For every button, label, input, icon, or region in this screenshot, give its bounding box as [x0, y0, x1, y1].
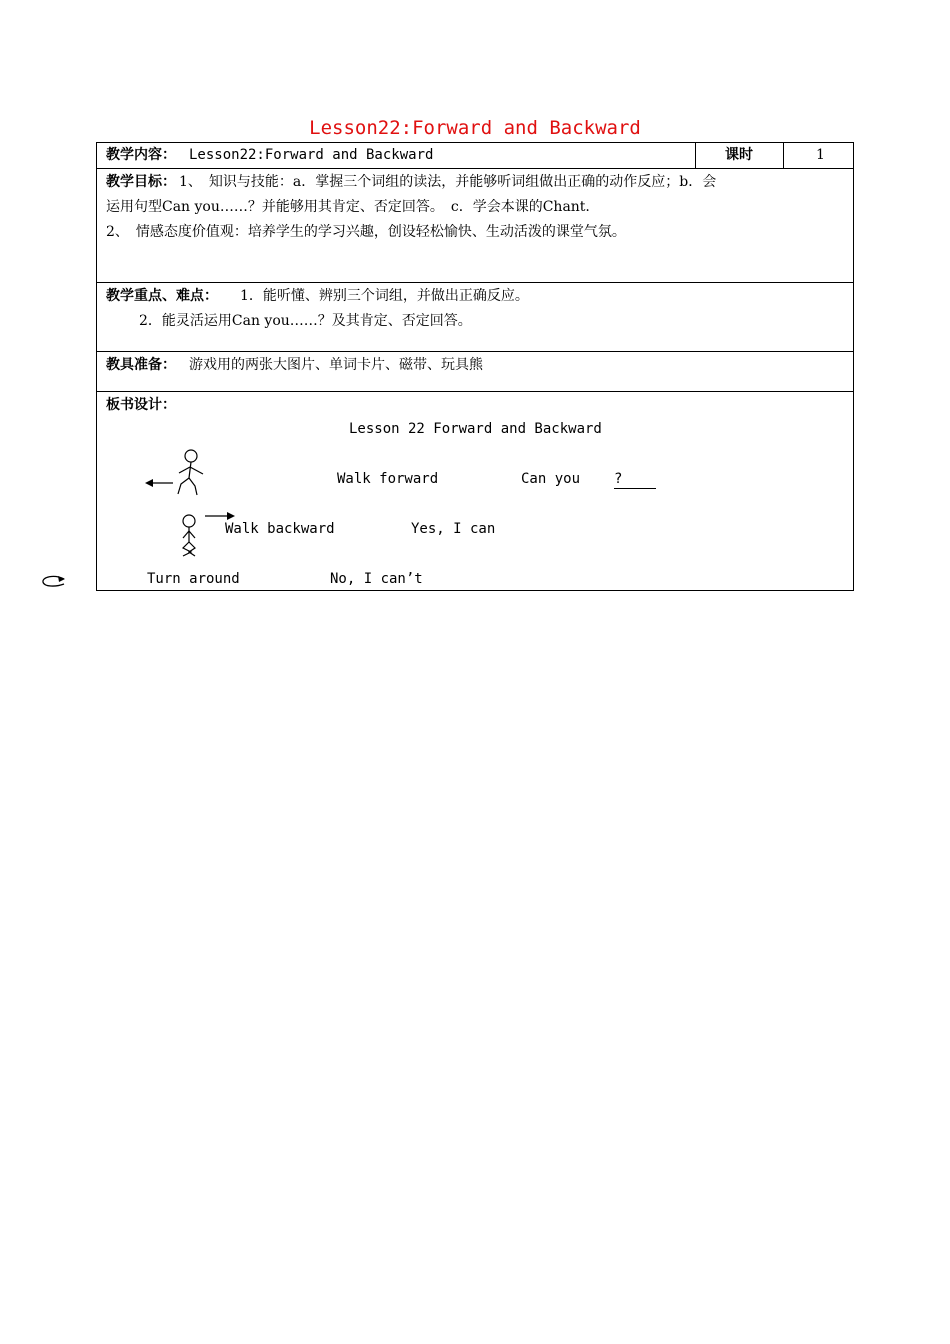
period-label: 课时 [725, 147, 753, 163]
phrase-walk-backward: Walk backward [225, 521, 335, 537]
question-mark-blank [614, 471, 656, 489]
phrase-turn-around: Turn around [147, 571, 240, 587]
materials-value: 游戏用的两张大图片、单词卡片、磁带、玩具熊 [189, 357, 483, 373]
content-value: Lesson22:Forward and Backward [189, 147, 434, 163]
answer-no: No, I can’t [330, 571, 423, 587]
content-label: 教学内容： [106, 147, 176, 163]
period-value: 1 [816, 147, 825, 163]
board-label: 板书设计： [106, 397, 176, 413]
board-design-row [97, 392, 853, 590]
walk-forward-figure-icon [145, 448, 215, 498]
objectives-row [97, 169, 853, 283]
key-points-row [97, 283, 853, 352]
key-points-label: 教学重点、难点： [106, 288, 218, 304]
answer-yes: Yes, I can [411, 521, 496, 537]
divider [783, 143, 784, 169]
lesson-plan-table [96, 142, 854, 591]
header-row [97, 143, 853, 169]
key-points-line-2: 2．能灵活运用Can you……？及其肯定、否定回答。 [139, 313, 472, 329]
objectives-line-2: 运用句型Can you……？并能够用其肯定、否定回答。 c．学会本课的Chant. [106, 199, 590, 215]
materials-label: 教具准备： [106, 357, 176, 373]
turn-around-icon [40, 575, 68, 589]
objectives-line-1: 1、 知识与技能：a．掌握三个词组的读法，并能够听词组做出正确的动作反应；b．会 [179, 174, 717, 190]
phrase-walk-forward: Walk forward [337, 471, 439, 487]
materials-row [97, 352, 853, 392]
board-heading: Lesson 22 Forward and Backward [349, 421, 602, 437]
divider [695, 143, 696, 169]
question-mark: ? [614, 471, 623, 487]
question-can-you: Can you [521, 471, 581, 487]
objectives-label: 教学目标： [106, 174, 176, 190]
document-title: Lesson22:Forward and Backward [309, 117, 641, 139]
key-points-line-1: 1．能听懂、辨别三个词组，并做出正确反应。 [240, 288, 529, 304]
walk-backward-figure-icon [175, 514, 237, 560]
objectives-line-3: 2、 情感态度价值观：培养学生的学习兴趣，创设轻松愉快、生动活泼的课堂气氛。 [106, 224, 626, 240]
